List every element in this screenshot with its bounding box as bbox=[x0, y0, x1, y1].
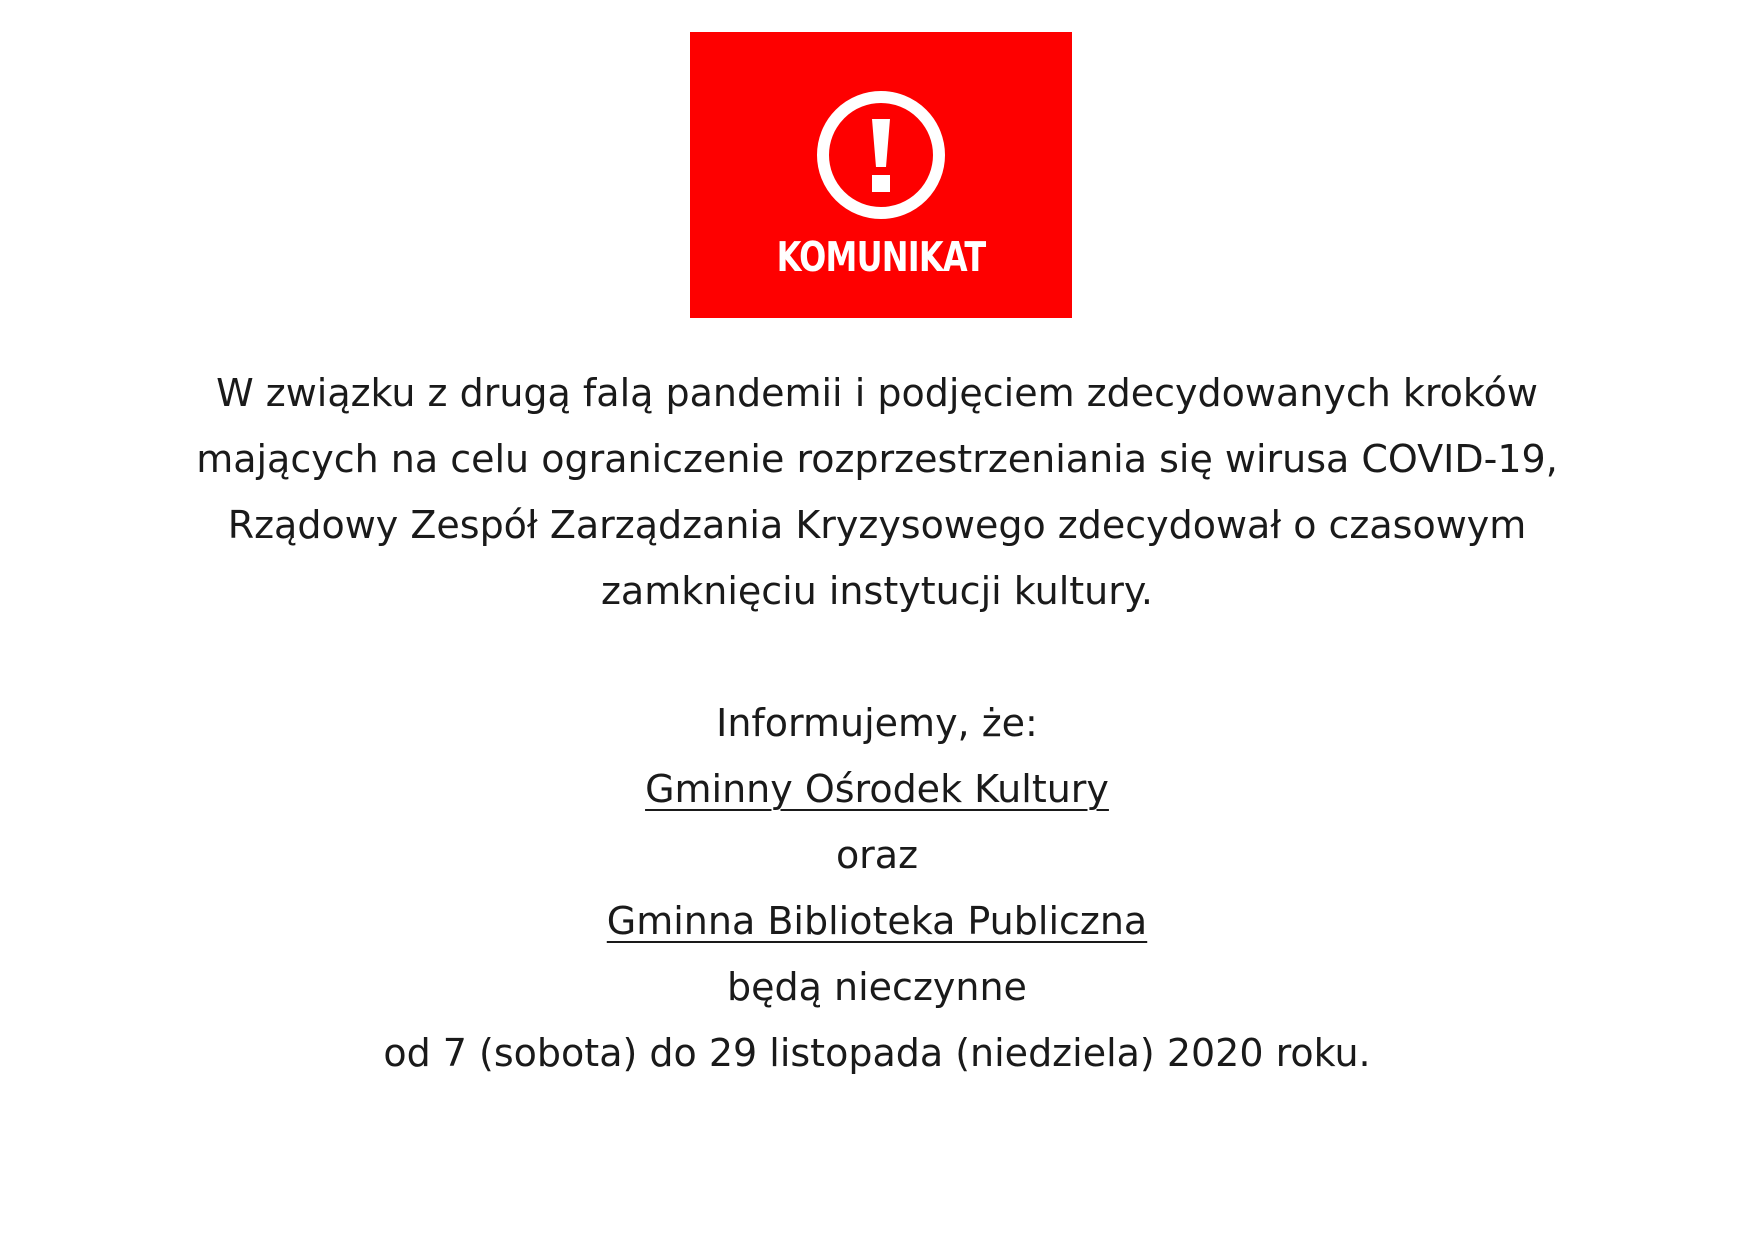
intro-line: mających na celu ograniczenie rozprzestrzeniania się wirusa COVID-19, bbox=[196, 437, 1558, 481]
intro-line: zamknięciu instytucji kultury. bbox=[600, 569, 1154, 613]
conjunction-line: oraz bbox=[835, 833, 919, 877]
dates-line: od 7 (sobota) do 29 listopada (niedziela) 2020 roku. bbox=[383, 1031, 1371, 1075]
paragraph-gap bbox=[110, 624, 1644, 690]
institution-library: Gminna Biblioteka Publiczna bbox=[606, 899, 1148, 943]
institution-line bbox=[110, 756, 1644, 822]
institution-culture-center: Gminny Ośrodek Kultury bbox=[645, 767, 1109, 811]
institution-line bbox=[110, 888, 1644, 954]
komunikat-banner bbox=[690, 32, 1072, 318]
intro-line: Rządowy Zespół Zarządzania Kryzysowego zdecydował o czasowym bbox=[227, 503, 1527, 547]
inform-line: Informujemy, że: bbox=[716, 701, 1038, 745]
banner-title: KOMUNIKAT bbox=[776, 233, 986, 281]
notice-body bbox=[110, 360, 1644, 1086]
exclamation-circle-icon bbox=[814, 88, 948, 222]
intro-line: W związku z drugą falą pandemii i podjęciem zdecydowanych kroków bbox=[216, 371, 1538, 415]
status-line: będą nieczynne bbox=[727, 965, 1027, 1009]
